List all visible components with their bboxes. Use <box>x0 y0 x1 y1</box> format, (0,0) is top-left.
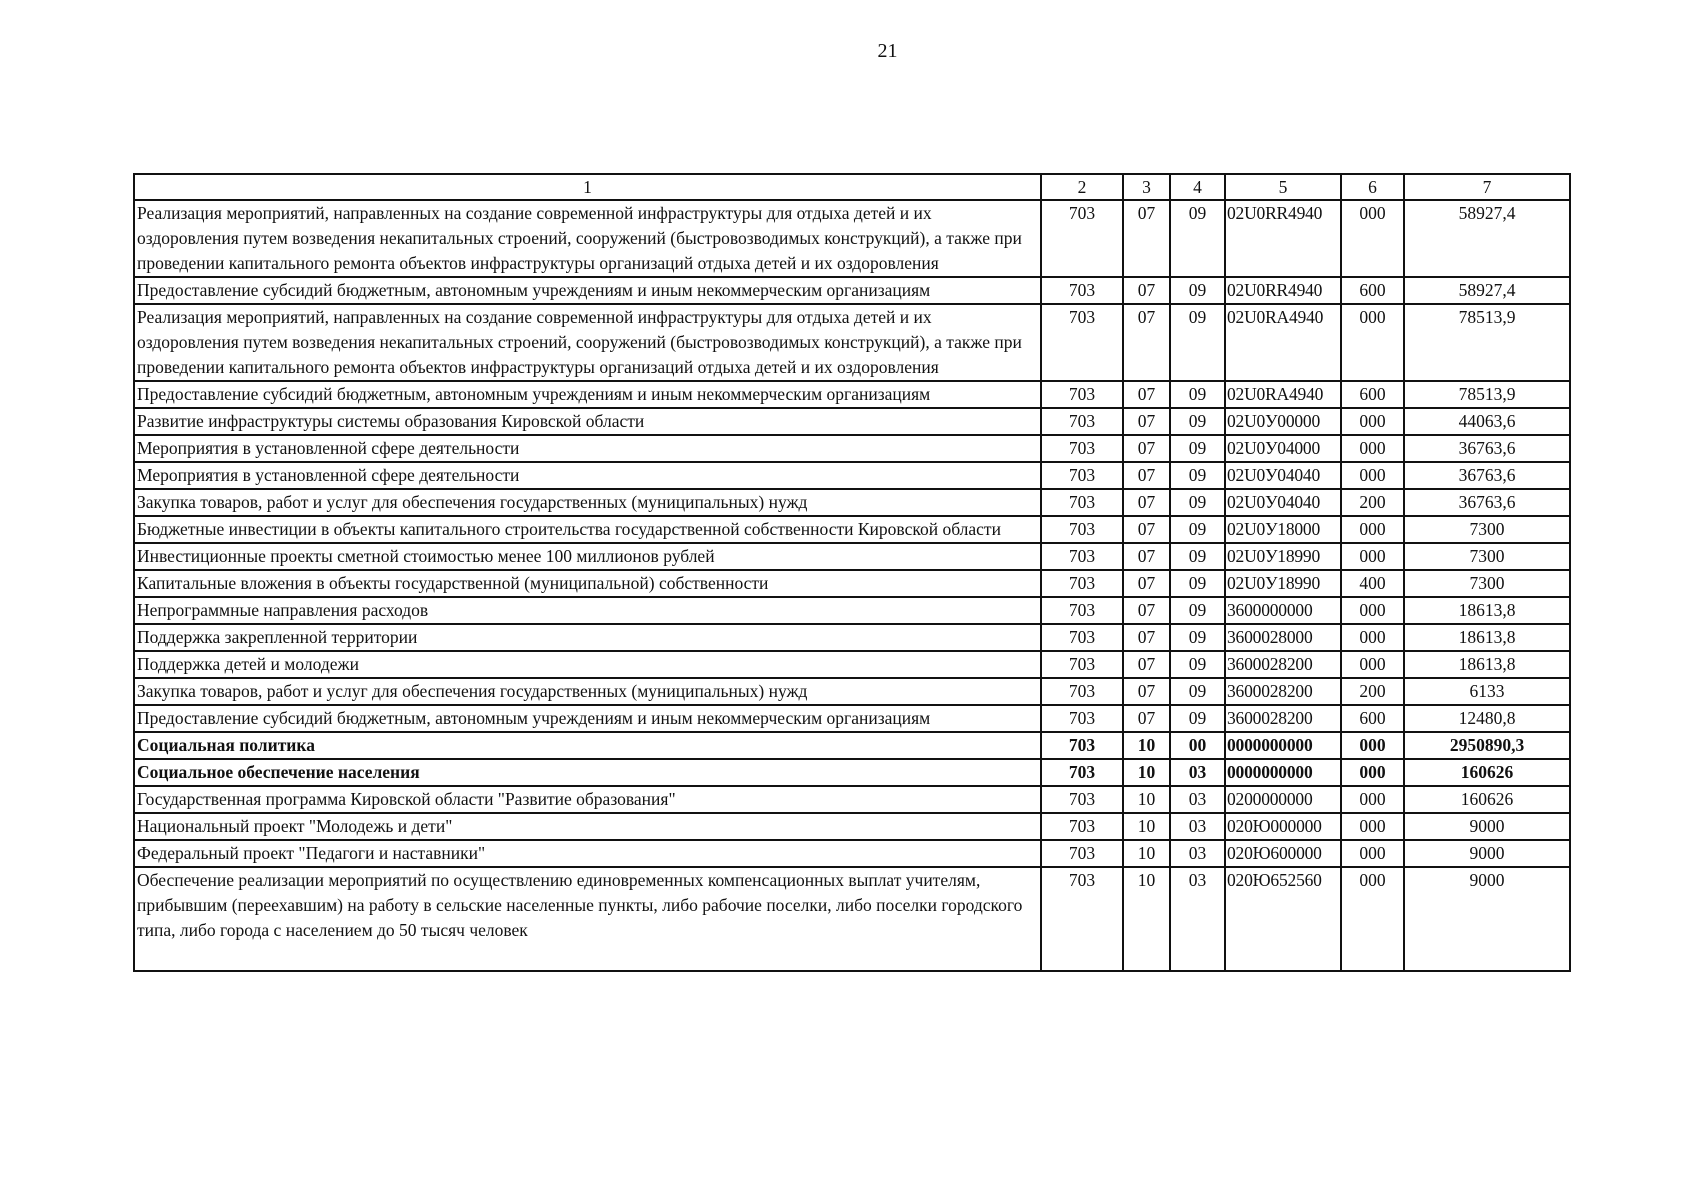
row-name: Предоставление субсидий бюджетным, автономным учреждениям и иным некоммерческим организациям <box>134 705 1041 732</box>
table-row <box>134 489 1570 516</box>
header-col-6: 6 <box>1341 174 1404 200</box>
row-subsection: 09 <box>1170 516 1225 543</box>
row-amount: 9000 <box>1404 867 1570 971</box>
row-amount: 36763,6 <box>1404 462 1570 489</box>
row-name: Предоставление субсидий бюджетным, автономным учреждениям и иным некоммерческим организациям <box>134 277 1041 304</box>
page-number: 21 <box>877 40 898 62</box>
row-amount: 12480,8 <box>1404 705 1570 732</box>
row-name: Реализация мероприятий, направленных на создание современной инфраструктуры для отдыха детей и их оздоровления путем возведения некапитальных строений, сооружений (быстровозводимых конструкций), а также при проведении капитального ремонта объектов инфраструктуры организаций отдыха детей и их оздоровления <box>134 200 1041 277</box>
budget-table <box>133 173 1571 972</box>
row-subsection: 09 <box>1170 570 1225 597</box>
row-section: 10 <box>1123 840 1170 867</box>
row-target-article: 020Ю652560 <box>1225 867 1341 971</box>
row-amount: 160626 <box>1404 786 1570 813</box>
row-name: Предоставление субсидий бюджетным, автономным учреждениям и иным некоммерческим организациям <box>134 381 1041 408</box>
row-expense-type: 200 <box>1341 489 1404 516</box>
row-target-article: 0000000000 <box>1225 759 1341 786</box>
row-amount: 160626 <box>1404 759 1570 786</box>
row-target-article: 3600028200 <box>1225 678 1341 705</box>
row-expense-type: 000 <box>1341 732 1404 759</box>
row-section: 07 <box>1123 200 1170 277</box>
row-amount: 7300 <box>1404 543 1570 570</box>
row-section: 07 <box>1123 516 1170 543</box>
row-subsection: 09 <box>1170 597 1225 624</box>
row-amount: 78513,9 <box>1404 381 1570 408</box>
table-row <box>134 759 1570 786</box>
row-expense-type: 000 <box>1341 435 1404 462</box>
row-subsection: 09 <box>1170 435 1225 462</box>
row-name: Бюджетные инвестиции в объекты капитального строительства государственной собственности Кировской области <box>134 516 1041 543</box>
row-expense-type: 600 <box>1341 705 1404 732</box>
row-ved-code: 703 <box>1041 867 1123 971</box>
row-section: 07 <box>1123 624 1170 651</box>
row-name: Мероприятия в установленной сфере деятельности <box>134 435 1041 462</box>
row-target-article: 02U0RR4940 <box>1225 200 1341 277</box>
row-section: 07 <box>1123 304 1170 381</box>
table-row <box>134 543 1570 570</box>
row-amount: 36763,6 <box>1404 489 1570 516</box>
table-row <box>134 435 1570 462</box>
row-target-article: 02U0У00000 <box>1225 408 1341 435</box>
row-ved-code: 703 <box>1041 678 1123 705</box>
row-target-article: 02U0У18990 <box>1225 543 1341 570</box>
row-expense-type: 000 <box>1341 462 1404 489</box>
row-subsection: 09 <box>1170 489 1225 516</box>
table-row <box>134 516 1570 543</box>
header-col-5: 5 <box>1225 174 1341 200</box>
row-section: 07 <box>1123 408 1170 435</box>
table-row <box>134 408 1570 435</box>
row-name: Инвестиционные проекты сметной стоимостью менее 100 миллионов рублей <box>134 543 1041 570</box>
table-row <box>134 705 1570 732</box>
table-row <box>134 277 1570 304</box>
row-amount: 44063,6 <box>1404 408 1570 435</box>
row-ved-code: 703 <box>1041 705 1123 732</box>
row-name: Обеспечение реализации мероприятий по осуществлению единовременных компенсационных выплат учителям, прибывшим (переехавшим) на работу в сельские населенные пункты, либо рабочие поселки, либо поселки городского типа, либо города с населением до 50 тысяч человек <box>134 867 1041 971</box>
row-section: 10 <box>1123 813 1170 840</box>
row-ved-code: 703 <box>1041 408 1123 435</box>
row-ved-code: 703 <box>1041 840 1123 867</box>
row-name: Социальная политика <box>134 732 1041 759</box>
row-expense-type: 600 <box>1341 381 1404 408</box>
row-amount: 7300 <box>1404 516 1570 543</box>
row-expense-type: 000 <box>1341 624 1404 651</box>
row-subsection: 09 <box>1170 304 1225 381</box>
row-amount: 9000 <box>1404 840 1570 867</box>
table-row <box>134 304 1570 381</box>
row-ved-code: 703 <box>1041 543 1123 570</box>
row-subsection: 09 <box>1170 678 1225 705</box>
row-section: 07 <box>1123 705 1170 732</box>
row-ved-code: 703 <box>1041 813 1123 840</box>
row-section: 07 <box>1123 570 1170 597</box>
table-row <box>134 200 1570 277</box>
row-ved-code: 703 <box>1041 489 1123 516</box>
row-section: 07 <box>1123 678 1170 705</box>
row-ved-code: 703 <box>1041 759 1123 786</box>
row-section: 10 <box>1123 786 1170 813</box>
row-expense-type: 000 <box>1341 813 1404 840</box>
row-expense-type: 000 <box>1341 543 1404 570</box>
row-amount: 58927,4 <box>1404 277 1570 304</box>
row-target-article: 020Ю000000 <box>1225 813 1341 840</box>
row-subsection: 09 <box>1170 200 1225 277</box>
header-col-7: 7 <box>1404 174 1570 200</box>
row-name: Поддержка закрепленной территории <box>134 624 1041 651</box>
table-row <box>134 462 1570 489</box>
table-row <box>134 381 1570 408</box>
header-col-1: 1 <box>134 174 1041 200</box>
row-amount: 18613,8 <box>1404 651 1570 678</box>
table-row <box>134 840 1570 867</box>
row-ved-code: 703 <box>1041 651 1123 678</box>
row-ved-code: 703 <box>1041 277 1123 304</box>
row-target-article: 02U0У18990 <box>1225 570 1341 597</box>
row-name: Капитальные вложения в объекты государственной (муниципальной) собственности <box>134 570 1041 597</box>
table-row <box>134 570 1570 597</box>
row-expense-type: 000 <box>1341 786 1404 813</box>
table-row <box>134 813 1570 840</box>
row-amount: 9000 <box>1404 813 1570 840</box>
row-section: 07 <box>1123 489 1170 516</box>
row-expense-type: 000 <box>1341 408 1404 435</box>
row-subsection: 09 <box>1170 277 1225 304</box>
row-target-article: 02U0У18000 <box>1225 516 1341 543</box>
row-subsection: 03 <box>1170 840 1225 867</box>
row-section: 07 <box>1123 543 1170 570</box>
table-row <box>134 786 1570 813</box>
row-name: Непрограммные направления расходов <box>134 597 1041 624</box>
row-subsection: 03 <box>1170 759 1225 786</box>
row-name: Федеральный проект "Педагоги и наставники" <box>134 840 1041 867</box>
row-section: 07 <box>1123 462 1170 489</box>
row-section: 10 <box>1123 732 1170 759</box>
row-section: 07 <box>1123 651 1170 678</box>
row-amount: 2950890,3 <box>1404 732 1570 759</box>
row-amount: 36763,6 <box>1404 435 1570 462</box>
header-col-4: 4 <box>1170 174 1225 200</box>
row-amount: 18613,8 <box>1404 597 1570 624</box>
row-expense-type: 000 <box>1341 867 1404 971</box>
row-ved-code: 703 <box>1041 786 1123 813</box>
row-ved-code: 703 <box>1041 435 1123 462</box>
row-target-article: 02U0У04040 <box>1225 489 1341 516</box>
table-row <box>134 597 1570 624</box>
row-subsection: 09 <box>1170 408 1225 435</box>
table-row <box>134 678 1570 705</box>
row-target-article: 0200000000 <box>1225 786 1341 813</box>
row-section: 07 <box>1123 277 1170 304</box>
row-section: 07 <box>1123 597 1170 624</box>
row-expense-type: 000 <box>1341 304 1404 381</box>
row-ved-code: 703 <box>1041 570 1123 597</box>
row-expense-type: 600 <box>1341 277 1404 304</box>
header-col-3: 3 <box>1123 174 1170 200</box>
row-amount: 58927,4 <box>1404 200 1570 277</box>
row-expense-type: 000 <box>1341 516 1404 543</box>
row-target-article: 0000000000 <box>1225 732 1341 759</box>
row-subsection: 03 <box>1170 786 1225 813</box>
row-amount: 18613,8 <box>1404 624 1570 651</box>
row-section: 10 <box>1123 759 1170 786</box>
row-target-article: 3600028200 <box>1225 705 1341 732</box>
table-row <box>134 732 1570 759</box>
row-ved-code: 703 <box>1041 462 1123 489</box>
row-subsection: 09 <box>1170 543 1225 570</box>
row-section: 10 <box>1123 867 1170 971</box>
table-row <box>134 867 1570 971</box>
row-ved-code: 703 <box>1041 732 1123 759</box>
row-amount: 78513,9 <box>1404 304 1570 381</box>
header-col-2: 2 <box>1041 174 1123 200</box>
header-row <box>134 174 1570 200</box>
row-target-article: 3600028000 <box>1225 624 1341 651</box>
row-section: 07 <box>1123 381 1170 408</box>
row-target-article: 02U0RR4940 <box>1225 277 1341 304</box>
row-ved-code: 703 <box>1041 304 1123 381</box>
row-target-article: 02U0У04000 <box>1225 435 1341 462</box>
row-subsection: 03 <box>1170 813 1225 840</box>
row-subsection: 09 <box>1170 462 1225 489</box>
row-target-article: 02U0У04040 <box>1225 462 1341 489</box>
row-subsection: 03 <box>1170 867 1225 971</box>
row-section: 07 <box>1123 435 1170 462</box>
row-subsection: 09 <box>1170 624 1225 651</box>
row-target-article: 020Ю600000 <box>1225 840 1341 867</box>
row-subsection: 00 <box>1170 732 1225 759</box>
row-ved-code: 703 <box>1041 516 1123 543</box>
row-subsection: 09 <box>1170 381 1225 408</box>
row-ved-code: 703 <box>1041 624 1123 651</box>
table-row <box>134 624 1570 651</box>
row-amount: 6133 <box>1404 678 1570 705</box>
row-name: Национальный проект "Молодежь и дети" <box>134 813 1041 840</box>
table-row <box>134 651 1570 678</box>
row-ved-code: 703 <box>1041 381 1123 408</box>
row-expense-type: 000 <box>1341 651 1404 678</box>
row-name: Социальное обеспечение населения <box>134 759 1041 786</box>
row-name: Поддержка детей и молодежи <box>134 651 1041 678</box>
row-name: Закупка товаров, работ и услуг для обеспечения государственных (муниципальных) нужд <box>134 678 1041 705</box>
row-name: Закупка товаров, работ и услуг для обеспечения государственных (муниципальных) нужд <box>134 489 1041 516</box>
row-target-article: 02U0RA4940 <box>1225 381 1341 408</box>
row-subsection: 09 <box>1170 705 1225 732</box>
row-expense-type: 000 <box>1341 200 1404 277</box>
row-name: Развитие инфраструктуры системы образования Кировской области <box>134 408 1041 435</box>
row-amount: 7300 <box>1404 570 1570 597</box>
row-expense-type: 000 <box>1341 840 1404 867</box>
row-name: Реализация мероприятий, направленных на создание современной инфраструктуры для отдыха детей и их оздоровления путем возведения некапитальных строений, сооружений (быстровозводимых конструкций), а также при проведении капитального ремонта объектов инфраструктуры организаций отдыха детей и их оздоровления <box>134 304 1041 381</box>
row-expense-type: 200 <box>1341 678 1404 705</box>
row-expense-type: 000 <box>1341 759 1404 786</box>
row-target-article: 02U0RA4940 <box>1225 304 1341 381</box>
row-subsection: 09 <box>1170 651 1225 678</box>
row-expense-type: 400 <box>1341 570 1404 597</box>
row-ved-code: 703 <box>1041 200 1123 277</box>
row-ved-code: 703 <box>1041 597 1123 624</box>
row-target-article: 3600000000 <box>1225 597 1341 624</box>
row-name: Государственная программа Кировской области "Развитие образования" <box>134 786 1041 813</box>
row-target-article: 3600028200 <box>1225 651 1341 678</box>
row-name: Мероприятия в установленной сфере деятельности <box>134 462 1041 489</box>
row-expense-type: 000 <box>1341 597 1404 624</box>
